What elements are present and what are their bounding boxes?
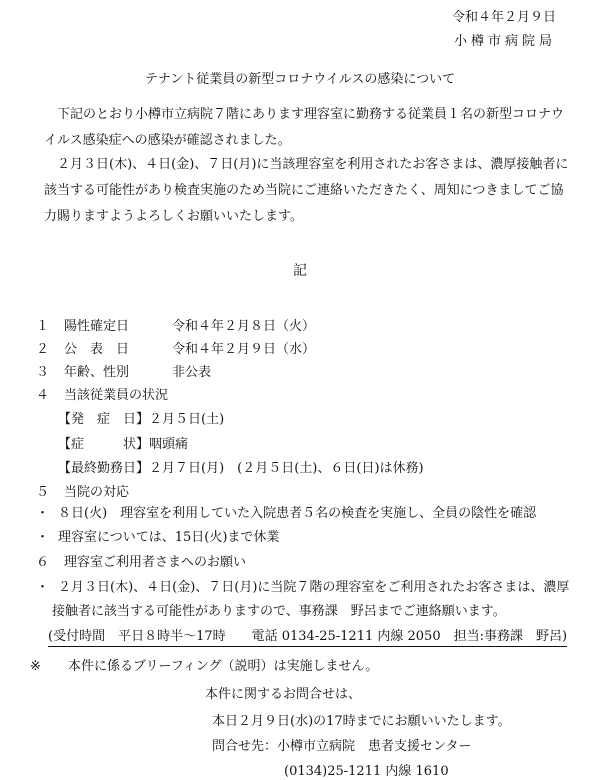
remark-text: 本件に係るブリーフィング（説明）は実施しません。 xyxy=(68,659,379,674)
item-value: 非公表 xyxy=(172,365,212,380)
contact-office: 問合せ先：小樽市立病院 患者支援センター xyxy=(212,739,472,754)
intro-paragraph-1: 下記のとおり小樽市立病院７階にあります理容室に勤務する従業員１名の新型コロナウイルス感染症への感染が確認されました。 xyxy=(44,107,565,148)
status-value: 咽頭痛 xyxy=(149,437,189,452)
status-last-work xyxy=(58,457,424,476)
remark-mark: ※ xyxy=(30,659,41,674)
item-label: 年齢、性別 xyxy=(64,365,130,380)
request-bullet xyxy=(36,576,569,595)
item-label: 当院の対応 xyxy=(64,485,130,500)
bullet-text: ２月３日(木)、４日(金)、７日(月)に当院７階の理容室をご利用されたお客さまは、濃厚 xyxy=(58,580,570,595)
item-user-request xyxy=(36,551,246,570)
item-label: 公 表 日 xyxy=(64,342,130,357)
item-label: 理容室ご利用者さまへのお願い xyxy=(64,555,247,570)
ki-heading: 記 xyxy=(293,263,307,279)
contact-deadline: 本日２月９日(水)の17時までにお願いいたします。 xyxy=(212,714,511,729)
document-title: テナント従業員の新型コロナウイルスの感染について xyxy=(144,72,456,87)
item-value: 令和４年２月８日（火） xyxy=(172,319,316,334)
issuer-name: 小樽市病院局 xyxy=(453,34,556,49)
status-label: 【発 症 日】 xyxy=(58,412,150,427)
response-bullet-1 xyxy=(36,502,536,521)
item-number: ４ xyxy=(36,388,50,403)
status-onset xyxy=(58,408,224,427)
item-number: １ xyxy=(36,319,50,334)
bullet-text: 理容室については、15日(火)まで休業 xyxy=(58,530,280,545)
item-hospital-response xyxy=(36,481,129,500)
bullet-text: ８日(火) 理容室を利用していた入院患者５名の検査を実施し、全員の陰性を確認 xyxy=(58,506,537,521)
item-positive-date xyxy=(36,315,315,334)
contact-phone: (0134)25-1211 内線 1610 xyxy=(284,764,449,779)
intro-paragraph-2: ２月３日(木)、４日(金)、７日(月)に当該理容室を利用されたお客さまは、濃厚接触者に該当する可能性があり検査実施のため当院にご連絡いただきたく、周知につきましてご協力賜りますようよろしくお願いいたします。 xyxy=(44,157,569,224)
bullet-mark: ・ xyxy=(36,530,50,545)
contact-intro: 本件に関するお問合せは、 xyxy=(205,687,362,702)
item-number: ３ xyxy=(36,365,50,380)
item-number: ５ xyxy=(36,485,50,500)
response-bullet-2 xyxy=(36,526,279,545)
item-employee-status xyxy=(36,384,168,403)
item-announce-date xyxy=(36,338,315,357)
status-value: ２月５日(土) xyxy=(149,412,225,427)
briefing-remark xyxy=(30,655,378,674)
item-label: 陽性確定日 xyxy=(64,319,130,334)
status-label: 【最終勤務日】 xyxy=(58,461,150,476)
reception-hours-note: (受付時間 平日８時半〜17時 電話 0134-25-1211 内線 2050 担当:事務課 野呂) xyxy=(48,625,567,647)
item-number: ２ xyxy=(36,342,50,357)
bullet-mark: ・ xyxy=(36,506,50,521)
status-label: 【症 状】 xyxy=(58,437,150,452)
document-date: 令和４年２月９日 xyxy=(451,10,556,25)
status-value: ２月７日(月) (２月５日(土)、６日(日)は休務) xyxy=(149,461,424,476)
status-symptom xyxy=(58,433,188,452)
bullet-mark: ・ xyxy=(36,580,50,595)
item-label: 当該従業員の状況 xyxy=(64,388,169,403)
item-value: 令和４年２月９日（水） xyxy=(172,342,316,357)
item-age-sex xyxy=(36,361,211,380)
item-number: ６ xyxy=(36,555,50,570)
request-continuation: 接触者に該当する可能性がありますので、事務課 野呂までご連絡願います。 xyxy=(52,604,506,619)
